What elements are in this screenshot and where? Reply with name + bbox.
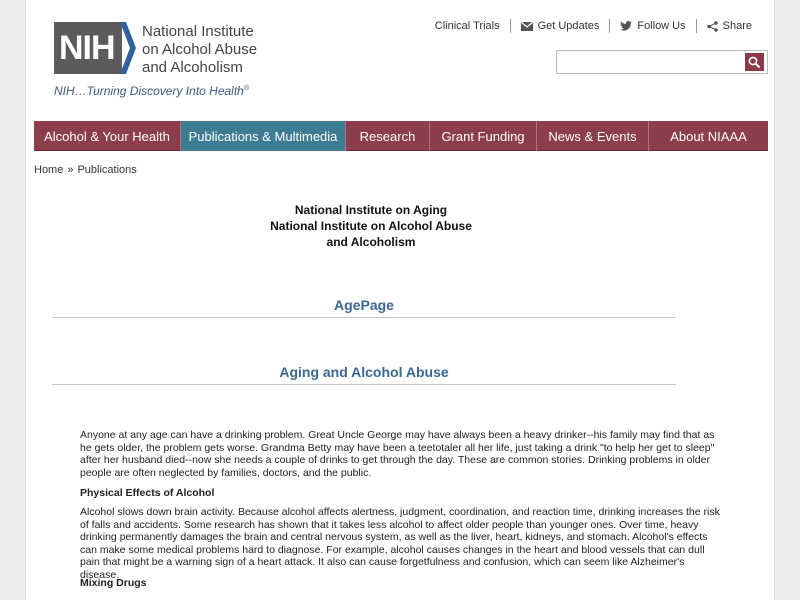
search-button[interactable]	[745, 53, 764, 71]
follow-us-label: Follow Us	[637, 20, 686, 32]
share-icon	[707, 21, 718, 32]
registered-mark: ®	[243, 85, 250, 92]
tagline-text: NIH…Turning Discovery Into Health	[54, 84, 244, 98]
org-line-alcoholism: and Alcoholism	[326, 235, 416, 249]
article-title: Aging and Alcohol Abuse	[279, 364, 449, 380]
org-name	[142, 23, 302, 77]
main-nav	[34, 121, 768, 151]
nav-news-events[interactable]: News & Events	[537, 121, 649, 151]
magnifier-icon	[748, 56, 761, 69]
org-name-line1: National Institute	[142, 23, 254, 40]
divider	[52, 317, 676, 318]
breadcrumb-home-link[interactable]: Home	[34, 164, 64, 176]
logo-chevron-icon	[120, 22, 136, 74]
nav-about-niaaa[interactable]: About NIAAA	[670, 128, 747, 144]
niaaa-logo[interactable]	[54, 22, 294, 82]
get-updates-link[interactable]	[511, 19, 610, 33]
divider	[52, 384, 676, 385]
search-box	[556, 50, 768, 74]
clinical-trials-label: Clinical Trials	[434, 20, 500, 32]
org-line-niaaa: National Institute on Alcohol Abuse	[270, 219, 472, 233]
physical-effects-paragraph: Alcohol slows down brain activity. Because alcohol affects alertness, judgment, coordination, and reaction time, drinking increases the risk of falls and accidents. Some research has shown that it takes less alcohol to affect older people than younger ones. Over time, heavy drinking permanently damages the brain and central nervous system, as well as the liver, heart, kidneys, and stomach. Alcohol's effects can make some medical problems hard to diagnose. For example, alcohol causes changes in the heart and blood vessels that can dull pain that might be a warning sign of a heart attack. It also can cause forgetfulness and confusion, which can seem like Alzheimer's disease.	[80, 506, 720, 581]
page-container	[25, 0, 775, 600]
series-title: AgePage	[334, 297, 394, 313]
search-input[interactable]	[557, 51, 743, 73]
breadcrumb	[34, 164, 137, 176]
tagline	[54, 84, 249, 98]
share-label: Share	[722, 20, 752, 32]
twitter-bird-icon	[620, 21, 632, 31]
org-line-aging: National Institute on Aging	[294, 203, 448, 217]
utility-links	[425, 19, 762, 33]
get-updates-label: Get Updates	[537, 20, 600, 32]
nih-logo-mark: NIH	[54, 22, 122, 74]
nav-alcohol-your-health[interactable]: Alcohol & Your Health	[34, 121, 181, 151]
org-heading	[26, 202, 716, 250]
physical-effects-heading: Physical Effects of Alcohol	[80, 487, 215, 499]
nav-research[interactable]: Research	[346, 121, 430, 151]
share-link[interactable]	[697, 19, 762, 33]
intro-paragraph: Anyone at any age can have a drinking problem. Great Uncle George may have always been a heavy drinker--his family may find that as he gets older, the problem gets worse. Grandma Betty may have been a teetotaler all her life, just taking a drink "to help her get to sleep" after her husband died--now she needs a couple of drinks to get through the day. These are common stories. Drinking problems in older people are often neglected by families, doctors, and the public.	[80, 429, 715, 479]
clinical-trials-link[interactable]	[425, 19, 510, 33]
breadcrumb-current[interactable]: Publications	[77, 164, 137, 176]
follow-us-link[interactable]	[610, 19, 695, 33]
breadcrumb-separator: »	[67, 164, 74, 176]
nav-publications-multimedia[interactable]: Publications & Multimedia	[181, 121, 346, 151]
mixing-drugs-heading: Mixing Drugs	[80, 577, 147, 589]
org-name-line3: and Alcoholism	[142, 59, 243, 76]
envelope-icon	[521, 22, 533, 31]
nav-grant-funding[interactable]: Grant Funding	[430, 121, 537, 151]
org-name-line2: on Alcohol Abuse	[142, 41, 258, 58]
